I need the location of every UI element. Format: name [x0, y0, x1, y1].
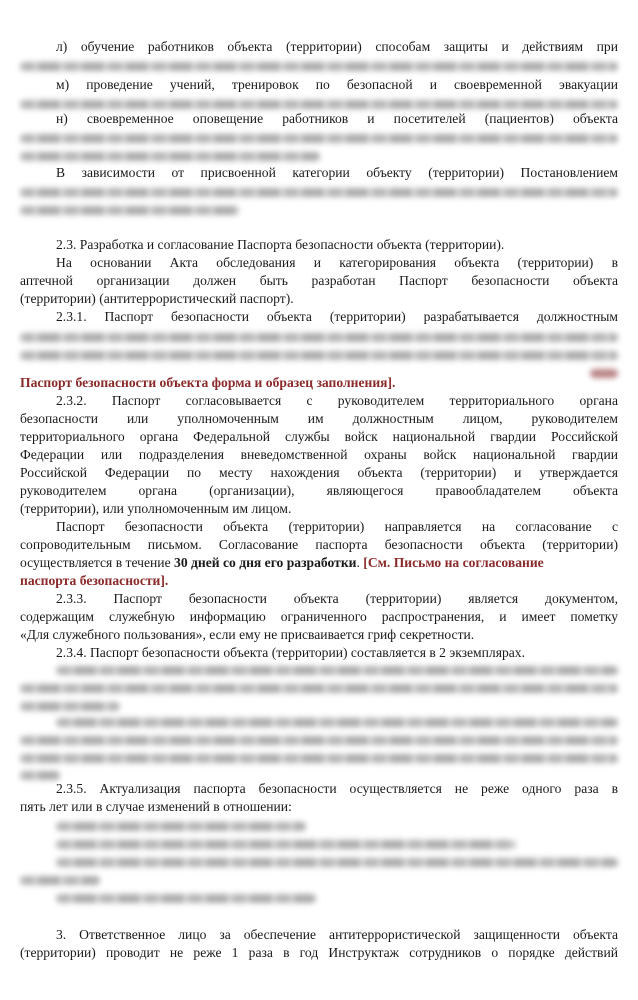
- blurred-text: [20, 134, 618, 143]
- paragraph-line: безопасности или уполномоченным им должностным лицом, руководителем: [20, 411, 618, 426]
- paragraph-line: аптечной организации должен быть разработан Паспорт безопасности объекта: [20, 273, 618, 288]
- paragraph-line: «Для служебного пользования», если ему не присваивается гриф секретности.: [20, 627, 475, 642]
- paragraph-line: н) своевременное оповещение работников и посетителей (пациентов) объекта: [56, 111, 618, 126]
- document-link[interactable]: Паспорт безопасности объекта форма и образец заполнения].: [20, 375, 396, 390]
- paragraph-line: (территории) проводит не реже 1 раза в год Инструктаж сотрудников о порядке действий: [20, 945, 618, 960]
- blurred-list-item: [56, 894, 316, 903]
- paragraph-line: сопроводительным письмом. Согласование паспорта безопасности объекта (территории): [20, 537, 618, 552]
- blurred-list-item: [56, 822, 306, 831]
- blurred-text: [20, 206, 240, 215]
- paragraph-line: (территории), или уполномоченным им лицом.: [20, 501, 292, 516]
- blurred-text: [20, 736, 618, 745]
- blurred-list-item: [56, 858, 618, 867]
- paragraph-line: содержащим служебную информацию ограниченного распространения, и имеет пометку: [20, 609, 618, 624]
- blurred-text: [20, 771, 60, 780]
- paragraph-line: Паспорт безопасности объекта (территории) направляется на согласование с: [56, 519, 618, 534]
- paragraph-line: 2.3.5. Актуализация паспорта безопасности осуществляется не реже одного раза в: [56, 781, 618, 796]
- text-run: осуществляется в течение: [20, 555, 175, 570]
- paragraph-line: На основании Акта обследования и категорирования объекта (территории) в: [56, 255, 618, 270]
- paragraph-line: 2.3.3. Паспорт безопасности объекта (территории) является документом,: [56, 591, 618, 606]
- section-heading: 2.3. Разработка и согласование Паспорта безопасности объекта (территории).: [56, 237, 505, 252]
- paragraph-line: 2.3.2. Паспорт согласовывается с руководителем территориального органа: [56, 393, 618, 408]
- blurred-text: [56, 666, 618, 675]
- paragraph-line: 2.3.4. Паспорт безопасности объекта (территории) составляется в 2 экземплярах.: [56, 645, 525, 660]
- paragraph-line: (территории) (антитеррористический паспорт).: [20, 291, 294, 306]
- blurred-text: [20, 333, 618, 342]
- blurred-text: [56, 718, 618, 727]
- document-link[interactable]: [См. Письмо на согласование: [363, 555, 544, 570]
- paragraph-line: Федерации или подразделения вневедомственной охраны войск национальной гвардии: [20, 447, 618, 462]
- paragraph-line: м) проведение учений, тренировок по безопасной и своевременной эвакуации: [56, 77, 618, 92]
- paragraph-line: Российской Федерации по месту нахождения объекта (территории) и утверждается: [20, 465, 618, 480]
- paragraph-line: 2.3.1. Паспорт безопасности объекта (территории) разрабатывается должностным: [56, 309, 618, 324]
- blurred-text: [20, 754, 618, 763]
- paragraph-line: руководителем органа (организации), являющегося правообладателем объекта: [20, 483, 618, 498]
- blurred-text: [20, 100, 618, 109]
- blurred-text: [20, 62, 618, 71]
- paragraph-line: л) обучение работников объекта (территории) способам защиты и действиям при: [56, 39, 618, 54]
- document-link[interactable]: паспорта безопасности].: [20, 573, 169, 588]
- paragraph-line: пять лет или в случае изменений в отношении:: [20, 799, 292, 814]
- blurred-text: [20, 152, 320, 161]
- paragraph-line: 3. Ответственное лицо за обеспечение антитеррористической защищенности объекта: [56, 927, 618, 942]
- blurred-text: [20, 702, 120, 711]
- text-run: .: [356, 555, 364, 570]
- paragraph-line: В зависимости от присвоенной категории объекту (территории) Постановлением: [56, 165, 618, 180]
- paragraph-line: территориального органа Федеральной службы войск национальной гвардии Российской: [20, 429, 618, 444]
- blurred-text: [20, 188, 618, 197]
- blurred-list-item: [56, 840, 516, 849]
- paragraph-line: [20, 554, 618, 572]
- blurred-list-item: [20, 876, 100, 885]
- blurred-text: [20, 684, 618, 693]
- blurred-text: [20, 351, 618, 360]
- bold-term: 30 дней со дня его разработки: [174, 555, 357, 570]
